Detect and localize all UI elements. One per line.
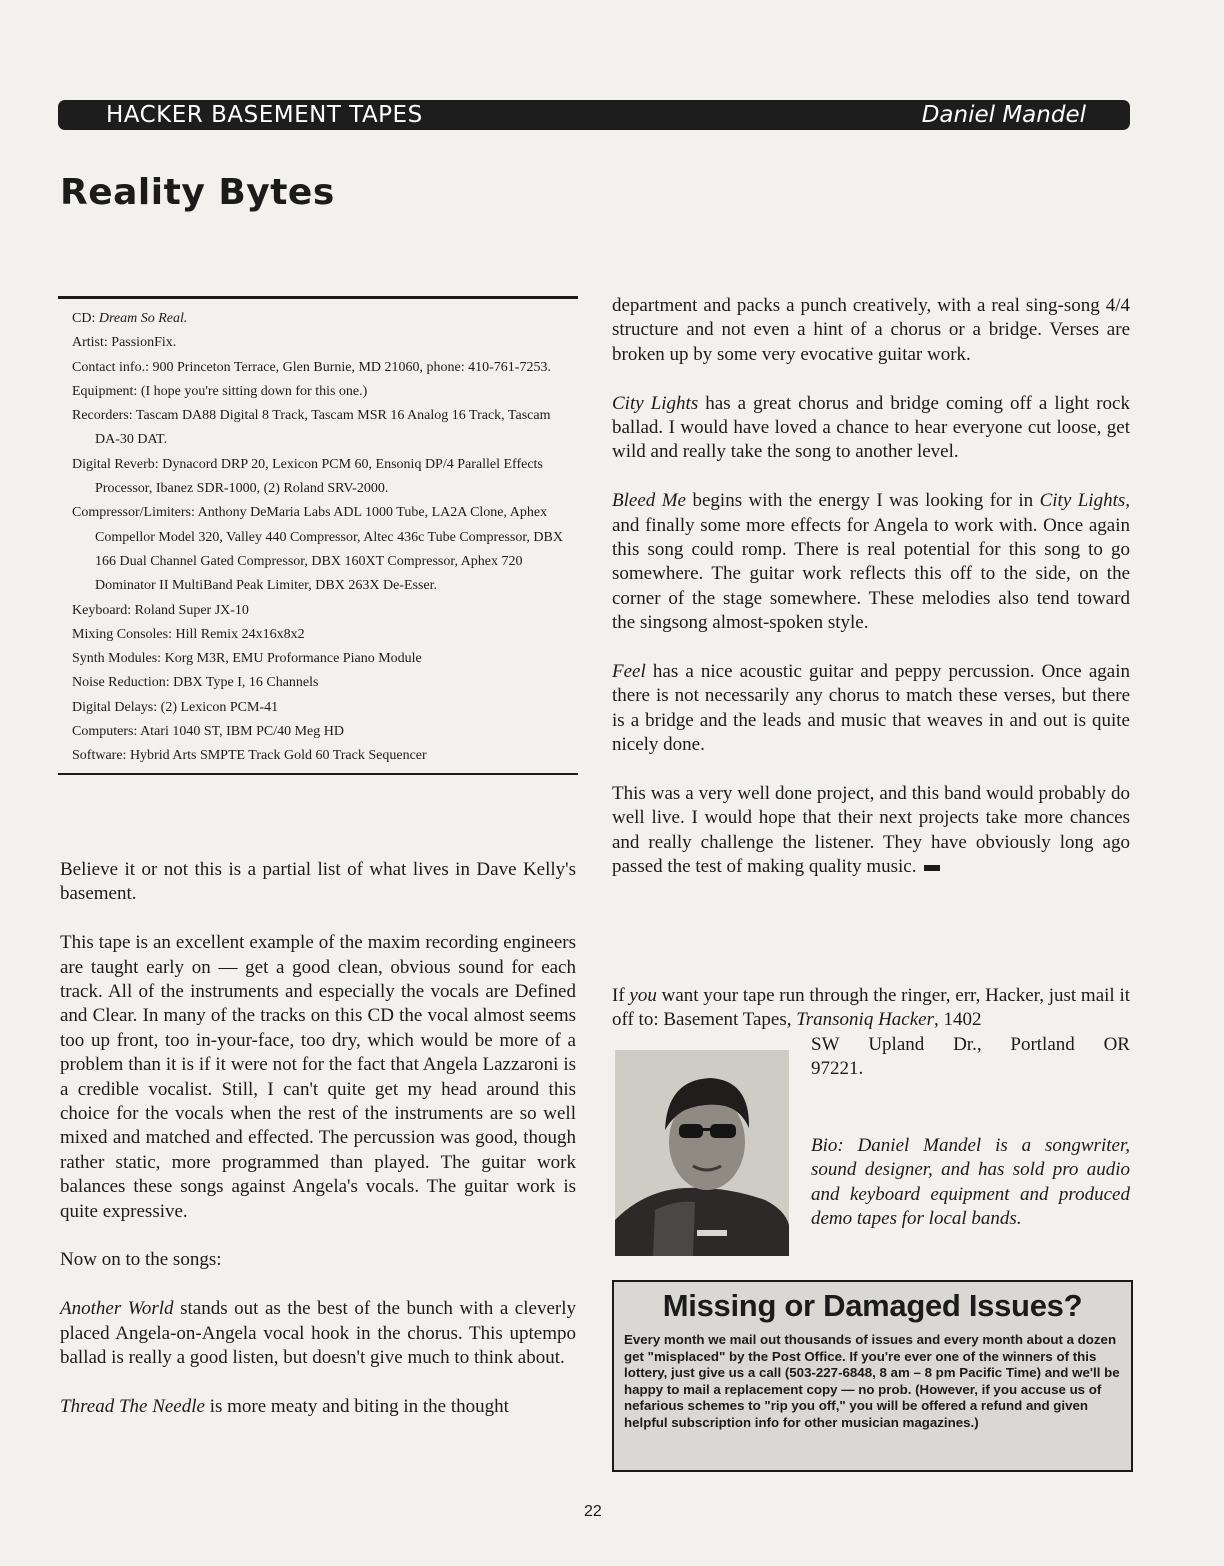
paragraph: This was a very well done project, and this band would probably do well live. I would hope that their next projects take more chances and really challenge the listener. They have obviously long ago passed the test of making quality music. <box>612 783 1130 878</box>
song-title: Thread The Needle <box>60 1395 205 1417</box>
box-title: Missing or Damaged Issues? <box>662 1288 1083 1323</box>
paragraph: Believe it or not this is a partial list of what lives in Dave Kelly's basement. <box>60 859 576 905</box>
spec-mixing-consoles: Mixing Consoles: Hill Remix 24x16x8x2 <box>72 626 305 642</box>
box-body: Every month we mail out thousands of issues and every month about a dozen get "misplaced" by the Post Office. If you're ever one of the winners of this lottery, just give us a call (503-227-6848, 8 am – 8 pm Pacific Time) and we'll be happy to mail a replacement copy — no prob. (However, if you accuse us of nefarious schemes to "rip you off," you will be offered a refund and given helpful subscription info for other musician magazines.) <box>624 1332 1120 1430</box>
right-column <box>612 294 1130 904</box>
spec-digital-reverb: Digital Reverb: Dynacord DRP 20, Lexicon PCM 60, Ensoniq DP/4 Parallel Effects Processor, Ibanez SDR-1000, (2) Roland SRV-2000. <box>72 456 543 497</box>
spec-cd: CD: Dream So Real. <box>72 311 188 326</box>
paragraph: Bleed Me begins with the energy I was looking for in City Lights, and finally some more effects for Angela to work with. Once again this song could romp. There is real potential for this song to go somewhere. The guitar work reflects this off to the side, on the corner of the stage somewhere. These melodies also tend toward the singsong almost-spoken style. <box>612 490 1131 634</box>
paragraph: Another World stands out as the best of the bunch with a cleverly placed Angela-on-Angela vocal hook in the chorus. This uptempo ballad is really a good listen, but doesn't give much to think about. <box>60 1298 576 1369</box>
magazine-name: Transoniq Hacker <box>796 1009 934 1031</box>
spec-keyboard: Keyboard: Roland Super JX-10 <box>72 602 249 618</box>
paragraph: Now on to the songs: <box>60 1249 222 1271</box>
section-title: HACKER BASEMENT TAPES <box>106 102 423 128</box>
article-title: Reality Bytes <box>60 172 335 213</box>
spec-compressors: Compressor/Limiters: Anthony DeMaria Labs ADL 1000 Tube, LA2A Clone, Aphex Compellor Model 320, Valley 440 Compressor, Altec 436c Tube Compressor, DBX 166 Dual Channel Gated Compressor, DBX 160XT Compressor, Aphex 720 Dominator II MultiBand Peak Limiter, DBX 263X De-Esser. <box>72 505 563 594</box>
submission-address: If you want your tape run through the ringer, err, Hacker, just mail it off to: Basement Tapes, Transoniq Hacker, 1402 <box>612 985 1131 1031</box>
end-mark-icon <box>924 865 940 871</box>
spec-noise-reduction: Noise Reduction: DBX Type I, 16 Channels <box>72 675 319 691</box>
author-bio: Bio: Daniel Mandel is a songwriter, sound designer, and has sold pro audio and keyboard equipment and produced demo tapes for local bands. <box>811 1135 1130 1230</box>
page-number: 22 <box>584 1503 602 1520</box>
paragraph: This tape is an excellent example of the maxim recording engineers are taught early on — get a good clean, obvious sound for each track. All of the instruments and especially the vocals are Defined and Clear. In many of the tracks on this CD the vocal almost seems too up front, too in-your-face, too dry, which would be more of a problem than it is if it were not for the fact that Angela Lazzaroni is a credible vocalist. Still, I can't quite get my head around this choice for the vocals when the rest of the instruments are so well mixed and matched and effected. The percussion was good, though rather static, more programmed than played. The guitar work balances these songs against Angela's vocals. The guitar work is quite expressive. <box>60 932 576 1222</box>
spec-equipment: Equipment: (I hope you're sitting down for this one.) <box>72 383 368 399</box>
spec-artist: Artist: PassionFix. <box>72 335 177 351</box>
song-title: Feel <box>612 661 646 683</box>
section-header-bar <box>58 100 1130 130</box>
paragraph: department and packs a punch creatively, with a real sing-song 4/4 structure and not even a hint of a chorus or a bridge. Verses are broken up by some very evocative guitar work. <box>612 295 1130 365</box>
song-title: Bleed Me <box>612 490 686 512</box>
paragraph: Feel has a nice acoustic guitar and peppy percussion. Once again there is not necessarily any chorus to match these verses, but there is a bridge and the leads and music that weaves in and out is quite nicely done. <box>612 661 1130 756</box>
spec-synth-modules: Synth Modules: Korg M3R, EMU Proformance Piano Module <box>72 651 422 667</box>
spec-contact: Contact info.: 900 Princeton Terrace, Glen Burnie, MD 21060, phone: 410-761-7253. <box>72 359 551 375</box>
spec-software: Software: Hybrid Arts SMPTE Track Gold 60 Track Sequencer <box>72 748 427 764</box>
spec-digital-delays: Digital Delays: (2) Lexicon PCM-41 <box>72 699 279 715</box>
author-name: Daniel Mandel <box>921 102 1086 128</box>
portrait-image <box>615 1050 789 1256</box>
song-title: Another World <box>60 1298 174 1320</box>
address-continued: SW Upland Dr., Portland OR 97221. <box>811 1034 1130 1080</box>
spec-recorders: Recorders: Tascam DA88 Digital 8 Track, Tascam MSR 16 Analog 16 Track, Tascam DA-30 DAT. <box>72 408 551 448</box>
left-column <box>60 858 576 1444</box>
song-title: City Lights <box>612 392 699 414</box>
paragraph: Thread The Needle is more meaty and biting in the thought <box>60 1395 509 1417</box>
paragraph: City Lights has a great chorus and bridge coming off a light rock ballad. I would have loved a chance to hear everyone cut loose, get wild and really take the song to another level. <box>612 392 1130 463</box>
author-photo <box>615 1050 789 1256</box>
spec-computers: Computers: Atari 1040 ST, IBM PC/40 Meg HD <box>72 724 344 740</box>
missing-issues-box <box>612 1280 1133 1472</box>
equipment-list <box>58 296 578 775</box>
